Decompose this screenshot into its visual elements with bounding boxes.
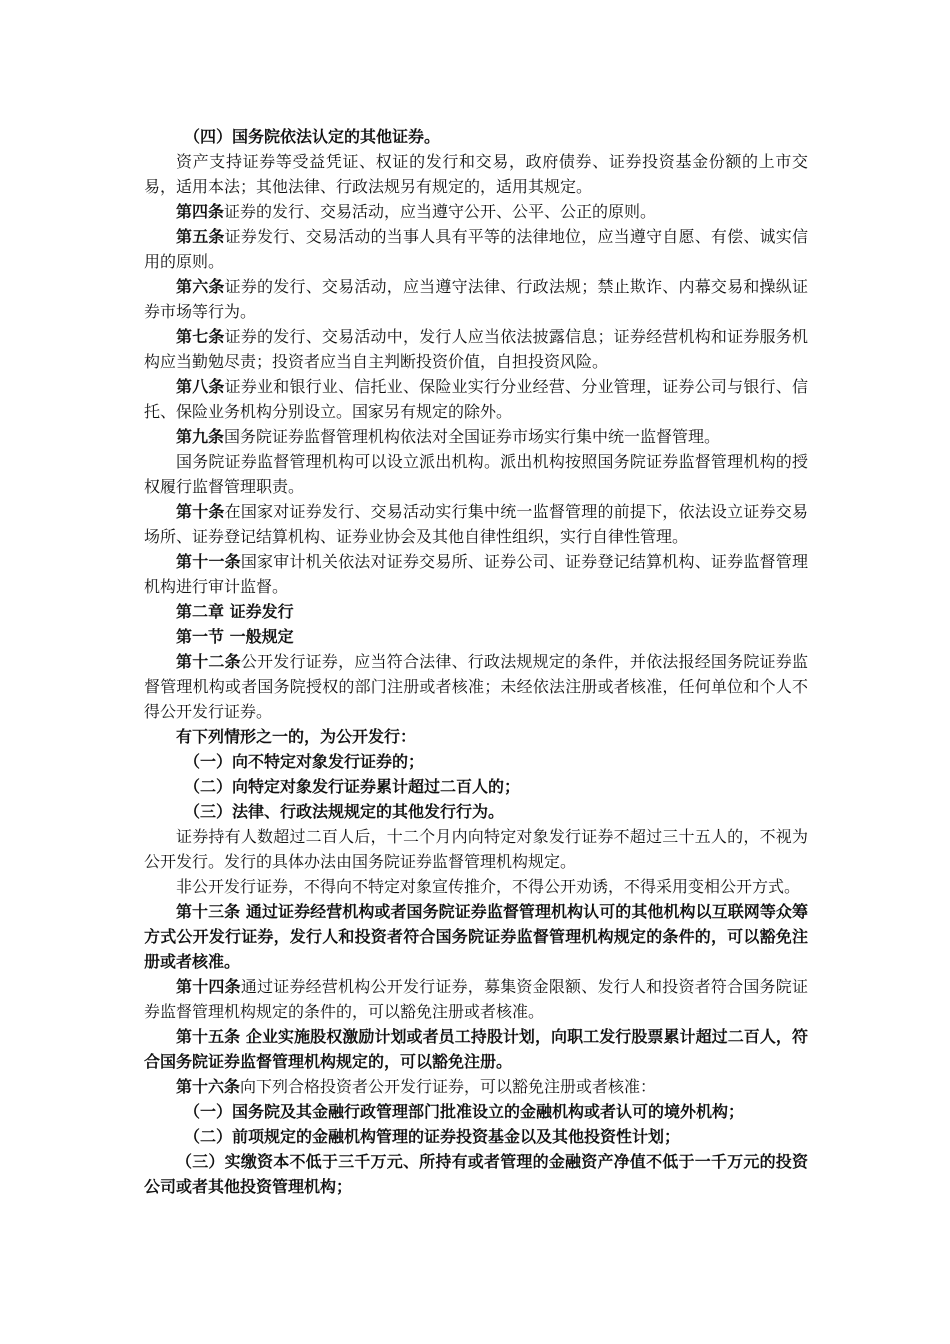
article-number: 第十四条: [176, 977, 241, 996]
paragraph-text: 证券的发行、交易活动中，发行人应当依法披露信息；证券经营机构和证券服务机构应当勤勉尽责；投资者应当自主判断投资价值，自担投资风险。: [144, 327, 808, 371]
paragraph: [144, 1149, 808, 1199]
paragraph: [144, 499, 808, 549]
article-number: 第六条: [176, 277, 225, 296]
paragraph-text: 第十三条 通过证券经营机构或者国务院证券监督管理机构认可的其他机构以互联网等众筹方式公开发行证券，发行人和投资者符合国务院证券监督管理机构规定的条件的，可以豁免注册或者核准。: [144, 902, 808, 971]
paragraph-text: （三）实缴资本不低于三千万元、所持有或者管理的金融资产净值不低于一千万元的投资公司或者其他投资管理机构；: [144, 1152, 808, 1196]
paragraph-text: 国家审计机关依法对证券交易所、证券公司、证券登记结算机构、证券监督管理机构进行审计监督。: [144, 552, 808, 596]
paragraph: [144, 724, 808, 749]
paragraph: [144, 1099, 808, 1124]
paragraph-text: 在国家对证券发行、交易活动实行集中统一监督管理的前提下，依法设立证券交易场所、证券登记结算机构、证券业协会及其他自律性组织，实行自律性管理。: [144, 502, 808, 546]
document-page: [144, 124, 808, 1199]
paragraph-text: 第十五条 企业实施股权激励计划或者员工持股计划，向职工发行股票累计超过二百人，符合国务院证券监督管理机构规定的，可以豁免注册。: [144, 1027, 808, 1071]
paragraph: [144, 899, 808, 974]
paragraph: [144, 1024, 808, 1074]
paragraph-text: （二）向特定对象发行证券累计超过二百人的；: [184, 777, 521, 796]
paragraph: [144, 624, 808, 649]
paragraph: [144, 199, 808, 224]
paragraph: [144, 374, 808, 424]
article-number: 第五条: [176, 227, 225, 246]
paragraph: [144, 974, 808, 1024]
paragraph: [144, 799, 808, 824]
article-number: 第十二条: [176, 652, 241, 671]
paragraph: [144, 1074, 808, 1099]
paragraph: [144, 749, 808, 774]
paragraph: [144, 774, 808, 799]
article-number: 第九条: [176, 427, 225, 446]
paragraph-text: 国务院证券监督管理机构可以设立派出机构。派出机构按照国务院证券监督管理机构的授权履行监督管理职责。: [144, 452, 808, 496]
paragraph: [144, 1124, 808, 1149]
paragraph-text: 证券持有人数超过二百人后，十二个月内向特定对象发行证券不超过三十五人的，不视为公开发行。发行的具体办法由国务院证券监督管理机构规定。: [144, 827, 808, 871]
paragraph-text: 向下列合格投资者公开发行证券，可以豁免注册或者核准：: [240, 1077, 657, 1096]
paragraph-text: 非公开发行证券，不得向不特定对象宣传推介，不得公开劝诱，不得采用变相公开方式。: [176, 877, 801, 896]
paragraph: [144, 224, 808, 274]
paragraph: [144, 449, 808, 499]
article-number: 第十条: [176, 502, 225, 521]
paragraph-text: （一）向不特定对象发行证券的；: [184, 752, 425, 771]
paragraph: [144, 149, 808, 199]
paragraph: [144, 549, 808, 599]
article-number: 第七条: [176, 327, 225, 346]
paragraph: [144, 124, 808, 149]
paragraph: [144, 824, 808, 874]
paragraph-text: 有下列情形之一的，为公开发行：: [176, 727, 417, 746]
paragraph: [144, 599, 808, 624]
article-number: 第八条: [176, 377, 225, 396]
paragraph-text: 国务院证券监督管理机构依法对全国证券市场实行集中统一监督管理。: [224, 427, 721, 446]
paragraph-text: 证券发行、交易活动的当事人具有平等的法律地位，应当遵守自愿、有偿、诚实信用的原则。: [144, 227, 808, 271]
paragraph: [144, 324, 808, 374]
paragraph-text: 第二章 证券发行: [176, 602, 294, 621]
article-number: 第四条: [176, 202, 225, 221]
paragraph-text: 第一节 一般规定: [176, 627, 294, 646]
paragraph-text: （一）国务院及其金融行政管理部门批准设立的金融机构或者认可的境外机构；: [184, 1102, 745, 1121]
paragraph-text: 证券的发行、交易活动，应当遵守法律、行政法规；禁止欺诈、内幕交易和操纵证券市场等行为。: [144, 277, 808, 321]
article-number: 第十一条: [176, 552, 241, 571]
paragraph: [144, 274, 808, 324]
paragraph-text: 证券业和银行业、信托业、保险业实行分业经营、分业管理，证券公司与银行、信托、保险业务机构分别设立。国家另有规定的除外。: [144, 377, 808, 421]
paragraph: [144, 649, 808, 724]
article-number: 第十六条: [176, 1077, 241, 1096]
paragraph-text: 公开发行证券，应当符合法律、行政法规规定的条件，并依法报经国务院证券监督管理机构或者国务院授权的部门注册或者核准；未经依法注册或者核准，任何单位和个人不得公开发行证券。: [144, 652, 808, 721]
paragraph-text: （三）法律、行政法规规定的其他发行行为。: [184, 802, 505, 821]
paragraph-text: 通过证券经营机构公开发行证券，募集资金限额、发行人和投资者符合国务院证券监督管理机构规定的条件的，可以豁免注册或者核准。: [144, 977, 808, 1021]
paragraph-text: 资产支持证券等受益凭证、权证的发行和交易，政府债券、证券投资基金份额的上市交易，适用本法；其他法律、行政法规另有规定的，适用其规定。: [144, 152, 808, 196]
paragraph: [144, 424, 808, 449]
paragraph: [144, 874, 808, 899]
paragraph-text: 证券的发行、交易活动，应当遵守公开、公平、公正的原则。: [224, 202, 657, 221]
paragraph-text: （四）国务院依法认定的其他证券。: [184, 127, 441, 146]
paragraph-text: （二）前项规定的金融机构管理的证券投资基金以及其他投资性计划；: [184, 1127, 681, 1146]
